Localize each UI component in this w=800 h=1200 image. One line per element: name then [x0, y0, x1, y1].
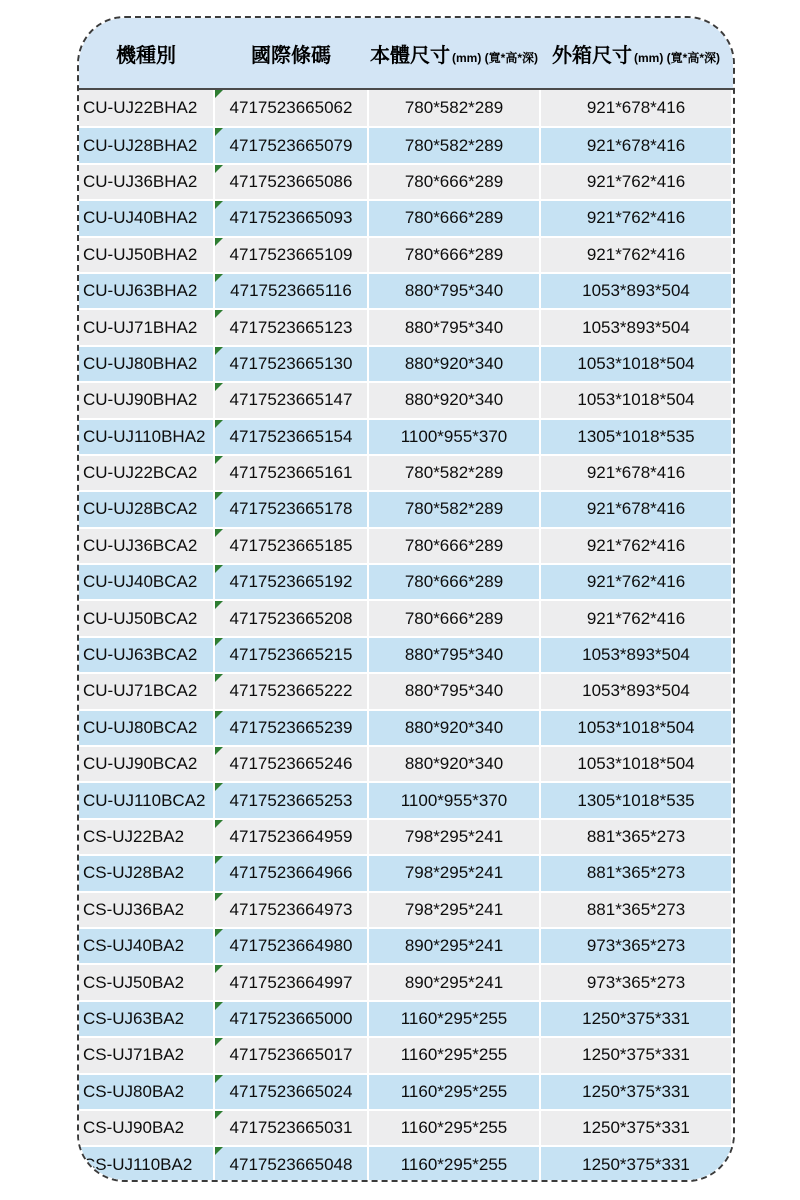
box-size-cell: 1053*893*504 [541, 674, 731, 708]
table-row [79, 963, 733, 999]
text-format-indicator-icon [215, 638, 223, 646]
header-box-size [541, 39, 731, 68]
text-format-indicator-icon [215, 601, 223, 609]
box-size-cell: 881*365*273 [541, 856, 731, 890]
header-barcode [215, 39, 367, 68]
text-format-indicator-icon [215, 856, 223, 864]
text-format-indicator-icon [215, 238, 223, 246]
box-size-cell: 921*762*416 [541, 238, 731, 272]
model-cell: CU-UJ36BCA2 [79, 529, 213, 563]
body-size-cell: 780*666*289 [369, 165, 539, 199]
body-size-cell: 890*295*241 [369, 929, 539, 963]
model-cell: CU-UJ80BHA2 [79, 347, 213, 381]
barcode-cell [215, 420, 367, 454]
table-row [79, 818, 733, 854]
barcode-cell [215, 1147, 367, 1181]
barcode-value: 4717523665192 [229, 572, 353, 592]
text-format-indicator-icon [215, 747, 223, 755]
body-size-cell: 880*920*340 [369, 347, 539, 381]
body-size-cell: 880*920*340 [369, 383, 539, 417]
body-size-cell: 780*582*289 [369, 492, 539, 526]
body-size-cell: 1100*955*370 [369, 783, 539, 817]
table-row [79, 854, 733, 890]
barcode-cell [215, 929, 367, 963]
model-cell: CS-UJ110BA2 [79, 1147, 213, 1181]
body-size-cell: 1160*295*255 [369, 1038, 539, 1072]
header-body-size [369, 39, 539, 68]
box-size-cell: 1250*375*331 [541, 1002, 731, 1036]
table-row [79, 126, 733, 162]
table-row [79, 563, 733, 599]
barcode-value: 4717523665208 [229, 608, 353, 628]
table-row [79, 745, 733, 781]
box-size-cell: 921*762*416 [541, 565, 731, 599]
text-format-indicator-icon [215, 128, 223, 136]
barcode-cell [215, 310, 367, 344]
table-row [79, 345, 733, 381]
barcode-value: 4717523665024 [229, 1081, 353, 1101]
barcode-value: 4717523665222 [229, 681, 353, 701]
box-size-cell: 881*365*273 [541, 820, 731, 854]
text-format-indicator-icon [215, 1147, 223, 1155]
barcode-cell [215, 820, 367, 854]
box-size-cell: 1053*893*504 [541, 274, 731, 308]
barcode-cell [215, 90, 367, 126]
table-row [79, 927, 733, 963]
box-size-cell: 1250*375*331 [541, 1075, 731, 1109]
barcode-value: 4717523665031 [229, 1118, 353, 1138]
body-size-cell: 880*795*340 [369, 638, 539, 672]
box-size-cell: 921*678*416 [541, 128, 731, 162]
barcode-cell [215, 601, 367, 635]
table-row [79, 1145, 733, 1181]
box-size-cell: 1053*1018*504 [541, 747, 731, 781]
box-size-cell: 1250*375*331 [541, 1038, 731, 1072]
model-cell: CU-UJ36BHA2 [79, 165, 213, 199]
barcode-cell [215, 201, 367, 235]
text-format-indicator-icon [215, 820, 223, 828]
model-cell: CU-UJ90BHA2 [79, 383, 213, 417]
barcode-value: 4717523665048 [229, 1154, 353, 1174]
model-cell: CU-UJ71BCA2 [79, 674, 213, 708]
table-row [79, 1073, 733, 1109]
body-size-cell: 880*795*340 [369, 674, 539, 708]
barcode-value: 4717523665239 [229, 717, 353, 737]
model-cell: CU-UJ50BCA2 [79, 601, 213, 635]
box-size-cell: 921*762*416 [541, 529, 731, 563]
barcode-cell [215, 893, 367, 927]
barcode-value: 4717523664959 [229, 827, 353, 846]
barcode-value: 4717523665130 [229, 353, 353, 373]
text-format-indicator-icon [215, 274, 223, 282]
barcode-cell [215, 128, 367, 162]
text-format-indicator-icon [215, 893, 223, 901]
text-format-indicator-icon [215, 674, 223, 682]
box-size-cell: 921*678*416 [541, 90, 731, 126]
text-format-indicator-icon [215, 90, 223, 98]
barcode-value: 4717523665123 [229, 317, 353, 337]
text-format-indicator-icon [215, 383, 223, 391]
model-cell: CS-UJ36BA2 [79, 893, 213, 927]
table-row [79, 781, 733, 817]
text-format-indicator-icon [215, 529, 223, 537]
box-size-cell: 973*365*273 [541, 929, 731, 963]
table-row [79, 599, 733, 635]
body-size-cell: 880*795*340 [369, 310, 539, 344]
box-size-cell: 921*678*416 [541, 492, 731, 526]
model-cell: CS-UJ71BA2 [79, 1038, 213, 1072]
barcode-value: 4717523665147 [229, 390, 353, 410]
barcode-cell [215, 383, 367, 417]
model-cell: CU-UJ28BCA2 [79, 492, 213, 526]
text-format-indicator-icon [215, 492, 223, 500]
barcode-value: 4717523665017 [229, 1045, 353, 1065]
body-size-cell: 780*666*289 [369, 565, 539, 599]
body-size-cell: 890*295*241 [369, 965, 539, 999]
table-row [79, 636, 733, 672]
box-size-cell: 921*762*416 [541, 201, 731, 235]
barcode-cell [215, 165, 367, 199]
body-size-cell: 780*666*289 [369, 601, 539, 635]
model-cell: CU-UJ63BCA2 [79, 638, 213, 672]
body-size-cell: 1160*295*255 [369, 1111, 539, 1145]
barcode-cell [215, 238, 367, 272]
model-cell: CS-UJ40BA2 [79, 929, 213, 963]
barcode-cell [215, 747, 367, 781]
model-cell: CU-UJ40BHA2 [79, 201, 213, 235]
model-cell: CS-UJ90BA2 [79, 1111, 213, 1145]
text-format-indicator-icon [215, 965, 223, 973]
box-size-cell: 1305*1018*535 [541, 420, 731, 454]
text-format-indicator-icon [215, 1002, 223, 1010]
box-size-cell: 1053*893*504 [541, 310, 731, 344]
body-size-cell: 880*920*340 [369, 711, 539, 745]
text-format-indicator-icon [215, 420, 223, 428]
header-box-size-label: 外箱尺寸 [552, 44, 632, 67]
body-size-cell: 798*295*241 [369, 893, 539, 927]
barcode-cell [215, 1075, 367, 1109]
barcode-value: 4717523665086 [229, 171, 353, 191]
box-size-cell: 881*365*273 [541, 893, 731, 927]
model-cell: CU-UJ40BCA2 [79, 565, 213, 599]
table-row [79, 672, 733, 708]
model-cell: CU-UJ28BHA2 [79, 128, 213, 162]
barcode-value: 4717523665253 [229, 790, 353, 810]
text-format-indicator-icon [215, 1075, 223, 1083]
body-size-cell: 1160*295*255 [369, 1002, 539, 1036]
header-box-size-unit: (mm) (寬*高*深) [634, 50, 720, 65]
model-cell: CU-UJ90BCA2 [79, 747, 213, 781]
barcode-cell [215, 1111, 367, 1145]
model-cell: CU-UJ71BHA2 [79, 310, 213, 344]
table-row [79, 381, 733, 417]
body-size-cell: 1100*955*370 [369, 420, 539, 454]
model-cell: CS-UJ22BA2 [79, 820, 213, 854]
body-size-cell: 780*666*289 [369, 238, 539, 272]
table-row [79, 272, 733, 308]
spec-table-card [77, 16, 735, 1182]
table-row [79, 891, 733, 927]
box-size-cell: 921*762*416 [541, 601, 731, 635]
table-row [79, 163, 733, 199]
body-size-cell: 780*582*289 [369, 128, 539, 162]
box-size-cell: 921*762*416 [541, 165, 731, 199]
table-row [79, 90, 733, 126]
body-size-cell: 780*582*289 [369, 90, 539, 126]
barcode-value: 4717523665185 [229, 535, 353, 555]
body-size-cell: 1160*295*255 [369, 1075, 539, 1109]
model-cell: CS-UJ63BA2 [79, 1002, 213, 1036]
body-size-cell: 780*666*289 [369, 529, 539, 563]
barcode-value: 4717523665000 [229, 1008, 353, 1028]
barcode-cell [215, 1002, 367, 1036]
table-row [79, 236, 733, 272]
table-row [79, 490, 733, 526]
barcode-cell [215, 456, 367, 490]
box-size-cell: 921*678*416 [541, 456, 731, 490]
box-size-cell: 1250*375*331 [541, 1147, 731, 1181]
header-model-label: 機種別 [116, 44, 176, 67]
barcode-value: 4717523665093 [229, 208, 353, 228]
text-format-indicator-icon [215, 310, 223, 318]
body-size-cell: 780*582*289 [369, 456, 539, 490]
barcode-value: 4717523665178 [229, 499, 353, 519]
barcode-cell [215, 674, 367, 708]
table-row [79, 418, 733, 454]
text-format-indicator-icon [215, 1038, 223, 1046]
header-model [79, 39, 213, 68]
model-cell: CU-UJ110BCA2 [79, 783, 213, 817]
text-format-indicator-icon [215, 783, 223, 791]
body-size-cell: 798*295*241 [369, 856, 539, 890]
body-size-cell: 798*295*241 [369, 820, 539, 854]
barcode-cell [215, 965, 367, 999]
text-format-indicator-icon [215, 201, 223, 209]
table-row [79, 1000, 733, 1036]
barcode-cell [215, 347, 367, 381]
body-size-cell: 880*795*340 [369, 274, 539, 308]
text-format-indicator-icon [215, 711, 223, 719]
barcode-cell [215, 565, 367, 599]
model-cell: CU-UJ80BCA2 [79, 711, 213, 745]
model-cell: CU-UJ22BCA2 [79, 456, 213, 490]
table-header-row [79, 18, 733, 90]
box-size-cell: 1053*1018*504 [541, 711, 731, 745]
barcode-cell [215, 856, 367, 890]
barcode-value: 4717523664973 [229, 899, 353, 919]
table-row [79, 308, 733, 344]
box-size-cell: 1250*375*331 [541, 1111, 731, 1145]
text-format-indicator-icon [215, 929, 223, 937]
barcode-value: 4717523665116 [230, 281, 352, 301]
model-cell: CU-UJ63BHA2 [79, 274, 213, 308]
header-body-size-label: 本體尺寸 [370, 44, 450, 67]
barcode-value: 4717523665246 [229, 754, 353, 774]
box-size-cell: 1053*893*504 [541, 638, 731, 672]
barcode-value: 4717523665062 [229, 98, 353, 118]
barcode-cell [215, 711, 367, 745]
model-cell: CU-UJ22BHA2 [79, 90, 213, 126]
model-cell: CS-UJ50BA2 [79, 965, 213, 999]
model-cell: CS-UJ28BA2 [79, 856, 213, 890]
text-format-indicator-icon [215, 165, 223, 173]
table-row [79, 1036, 733, 1072]
barcode-cell [215, 638, 367, 672]
barcode-value: 4717523664997 [229, 972, 353, 992]
box-size-cell: 1053*1018*504 [541, 347, 731, 381]
barcode-value: 4717523665109 [229, 244, 353, 264]
barcode-value: 4717523665215 [229, 645, 353, 665]
table-body [79, 90, 733, 1182]
box-size-cell: 1305*1018*535 [541, 783, 731, 817]
text-format-indicator-icon [215, 1111, 223, 1119]
body-size-cell: 880*920*340 [369, 747, 539, 781]
barcode-cell [215, 274, 367, 308]
barcode-value: 4717523664966 [229, 863, 353, 883]
barcode-value: 4717523665154 [229, 426, 353, 446]
barcode-value: 4717523665161 [229, 463, 353, 483]
table-row [79, 1109, 733, 1145]
barcode-cell [215, 492, 367, 526]
barcode-value: 4717523665079 [229, 135, 353, 155]
table-row [79, 454, 733, 490]
barcode-cell [215, 1038, 367, 1072]
barcode-cell [215, 783, 367, 817]
header-barcode-label: 國際條碼 [251, 44, 331, 67]
barcode-value: 4717523664980 [229, 936, 353, 956]
box-size-cell: 973*365*273 [541, 965, 731, 999]
table-row [79, 199, 733, 235]
model-cell: CS-UJ80BA2 [79, 1075, 213, 1109]
barcode-cell [215, 529, 367, 563]
text-format-indicator-icon [215, 456, 223, 464]
model-cell: CU-UJ110BHA2 [79, 420, 213, 454]
body-size-cell: 1160*295*255 [369, 1147, 539, 1181]
table-row [79, 527, 733, 563]
box-size-cell: 1053*1018*504 [541, 383, 731, 417]
model-cell: CU-UJ50BHA2 [79, 238, 213, 272]
text-format-indicator-icon [215, 347, 223, 355]
body-size-cell: 780*666*289 [369, 201, 539, 235]
header-body-size-unit: (mm) (寬*高*深) [452, 50, 538, 65]
text-format-indicator-icon [215, 565, 223, 573]
table-row [79, 709, 733, 745]
